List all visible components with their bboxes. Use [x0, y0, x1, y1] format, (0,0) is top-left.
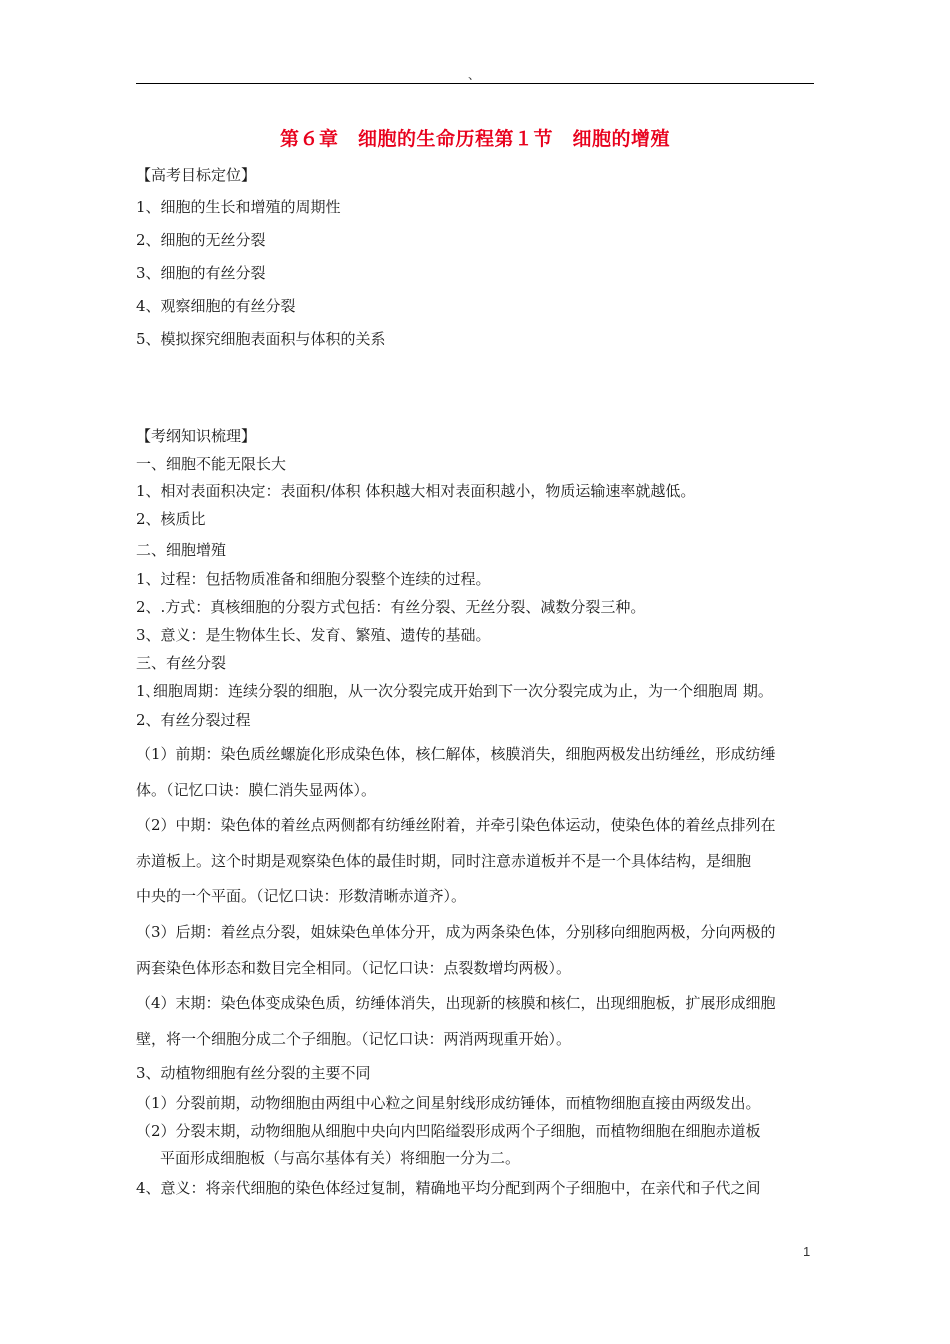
header-rule — [136, 83, 814, 84]
text-line: （3）后期：着丝点分裂，姐妹染色单体分开，成为两条染色体，分别移向细胞两极，分向两极的 — [136, 923, 776, 941]
text-line: 1、相对表面积决定：表面积/体积 体积越大相对表面积越小，物质运输速率就越低。 — [136, 482, 696, 500]
text-line: 3、意义：是生物体生长、发育、繁殖、遗传的基础。 — [136, 626, 491, 644]
goal-item-3: 3、细胞的有丝分裂 — [136, 264, 266, 282]
goal-item-1: 1、细胞的生长和增殖的周期性 — [136, 198, 341, 216]
text-line: 两套染色体形态和数目完全相同。（记忆口诀：点裂数增均两极）。 — [136, 959, 572, 977]
text-line: （1）分裂前期，动物细胞由两组中心粒之间星射线形成纺锤体，而植物细胞直接由两级发出。 — [136, 1094, 761, 1112]
text-line: 壁，将一个细胞分成二个子细胞。（记忆口诀：两消两现重开始）。 — [136, 1030, 572, 1048]
text-line: 平面形成细胞板（与高尔基体有关）将细胞一分为二。 — [160, 1149, 521, 1167]
text-line: 二、细胞增殖 — [136, 541, 227, 559]
goal-item-2: 2、细胞的无丝分裂 — [136, 231, 266, 249]
text-line: 赤道板上。这个时期是观察染色体的最佳时期，同时注意赤道板并不是一个具体结构，是细胞 — [136, 852, 752, 870]
text-line: （2）分裂末期，动物细胞从细胞中央向内凹陷缢裂形成两个子细胞，而植物细胞在细胞赤道板 — [136, 1122, 761, 1140]
page-number: 1 — [803, 1244, 811, 1259]
text-line: 1､细胞周期：连续分裂的细胞，从一次分裂完成开始到下一次分裂完成为止，为一个细胞周 期。 — [136, 682, 773, 700]
text-line: 中央的一个平面。（记忆口诀：形数清晰赤道齐）。 — [136, 887, 467, 905]
text-line: 3、动植物细胞有丝分裂的主要不同 — [136, 1064, 371, 1082]
text-line: （4）末期：染色体变成染色质，纺缍体消失，出现新的核膜和核仁，出现细胞板，扩展形成细胞 — [136, 994, 776, 1012]
text-line: 2、核质比 — [136, 510, 206, 528]
text-line: （1）前期：染色质丝螺旋化形成染色体，核仁解体，核膜消失，细胞两极发出纺缍丝，形成纺缍 — [136, 745, 776, 763]
goal-item-4: 4、观察细胞的有丝分裂 — [136, 297, 296, 315]
text-line: （2）中期：染色体的着丝点两侧都有纺缍丝附着，并牵引染色体运动，使染色体的着丝点排列在 — [136, 816, 776, 834]
section-heading-knowledge: 【考纲知识梳理】 — [136, 427, 257, 445]
text-line: 三、有丝分裂 — [136, 654, 227, 672]
text-line: 一、细胞不能无限长大 — [136, 455, 287, 473]
text-line: 2、.方式：真核细胞的分裂方式包括：有丝分裂、无丝分裂、减数分裂三种。 — [136, 598, 646, 616]
text-line: 4、意义：将亲代细胞的染色体经过复制，精确地平均分配到两个子细胞中，在亲代和子代之间 — [136, 1179, 761, 1197]
header-mark: 、 — [468, 68, 481, 82]
text-line: 2、有丝分裂过程 — [136, 711, 251, 729]
page-title: 第６章 细胞的生命历程第１节 细胞的增殖 — [279, 128, 670, 150]
section-heading-goals: 【高考目标定位】 — [136, 166, 257, 184]
text-line: 1、过程：包括物质准备和细胞分裂整个连续的过程。 — [136, 570, 491, 588]
text-line: 体。（记忆口诀：膜仁消失显两体）。 — [136, 781, 377, 799]
goal-item-5: 5、模拟探究细胞表面积与体积的关系 — [136, 330, 386, 348]
